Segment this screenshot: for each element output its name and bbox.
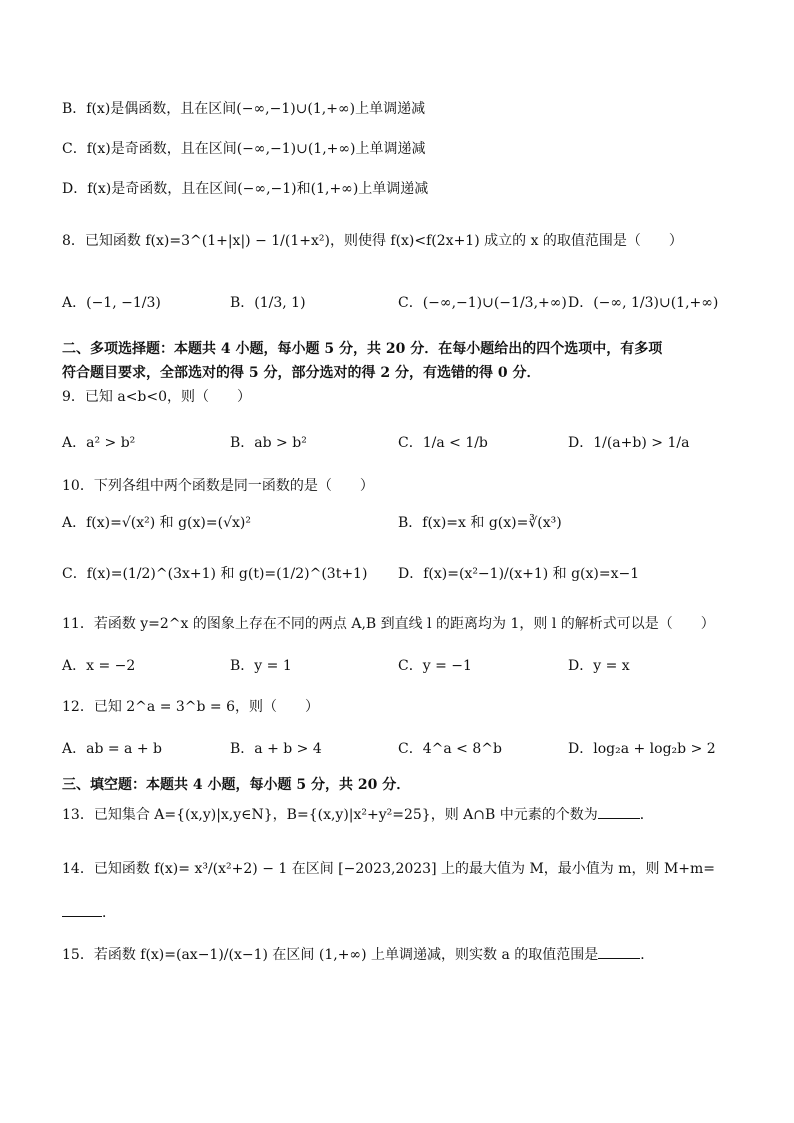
q12-option-d[interactable]: D．log₂a + log₂b > 2	[568, 741, 716, 757]
q13-stem: 13．已知集合 A={(x,y)|x,y∈N}，B={(x,y)|x²+y²=25}，则 A∩B 中元素的个数为	[62, 807, 598, 823]
q8-option-d[interactable]: D．(−∞, 1/3)∪(1,+∞)	[568, 295, 719, 311]
q12-option-b[interactable]: B．a + b > 4	[230, 741, 322, 757]
q8-option-b[interactable]: B．(1/3, 1)	[230, 295, 306, 311]
q10-option-c[interactable]: C．f(x)=(1/2)^(3x+1) 和 g(t)=(1/2)^(3t+1)	[62, 566, 368, 582]
q7-option-b[interactable]: B．f(x)是偶函数，且在区间(−∞,−1)∪(1,+∞)上单调递减	[62, 101, 426, 117]
section2-title-line1: 二、多项选择题：本题共 4 小题，每小题 5 分，共 20 分．在每小题给出的四个选项中，有多项	[62, 341, 663, 357]
q11-stem: 11．若函数 y=2^x 的图象上存在不同的两点 A,B 到直线 l 的距离均为 1，则 l 的解析式可以是（ ）	[62, 616, 715, 632]
q15-line	[62, 944, 754, 966]
q12-option-c[interactable]: C．4^a < 8^b	[398, 741, 502, 757]
q11-option-d[interactable]: D．y = x	[568, 658, 630, 674]
q11-options	[62, 655, 754, 695]
q10-option-d[interactable]: D．f(x)=(x²−1)/(x+1) 和 g(x)=x−1	[398, 566, 640, 582]
q12-option-a[interactable]: A．ab = a + b	[62, 741, 162, 757]
q8-option-a[interactable]: A．(−1, −1/3)	[62, 295, 161, 311]
q9-option-b[interactable]: B．ab > b²	[230, 435, 307, 451]
q8-options	[62, 292, 754, 332]
q10-option-a[interactable]: A．f(x)=√(x²) 和 g(x)=(√x)²	[62, 515, 251, 531]
q14-stem: 14．已知函数 f(x)= x³/(x²+2) − 1 在区间 [−2023,2023] 上的最大值为 M，最小值为 m，则 M+m=	[62, 861, 716, 877]
q12-stem: 12．已知 2^a = 3^b = 6，则（ ）	[62, 699, 320, 715]
section2-title-line2: 符合题目要求，全部选对的得 5 分，部分选对的得 2 分，有选错的得 0 分．	[62, 365, 541, 381]
q12-options	[62, 738, 754, 778]
q10-options-row1	[62, 512, 754, 552]
q13-answer-blank[interactable]	[598, 804, 640, 819]
q15-period: ．	[640, 947, 655, 963]
q14-period: ．	[102, 905, 116, 921]
q7-option-c[interactable]: C．f(x)是奇函数，且在区间(−∞,−1)∪(1,+∞)上单调递减	[62, 141, 426, 157]
q9-option-a[interactable]: A．a² > b²	[62, 435, 136, 451]
q9-option-c[interactable]: C．1/a < 1/b	[398, 435, 488, 451]
q15-answer-blank[interactable]	[598, 944, 640, 959]
q13-period: ．	[639, 807, 654, 823]
q11-option-c[interactable]: C．y = −1	[398, 658, 472, 674]
q11-option-b[interactable]: B．y = 1	[230, 658, 292, 674]
q9-option-d[interactable]: D．1/(a+b) > 1/a	[568, 435, 690, 451]
q8-option-c[interactable]: C．(−∞,−1)∪(−1/3,+∞)	[398, 295, 567, 311]
q9-stem: 9．已知 a<b<0，则（ ）	[62, 389, 252, 405]
q9-options	[62, 432, 754, 472]
q10-stem: 10．下列各组中两个函数是同一函数的是（ ）	[62, 478, 374, 494]
q8-stem: 8．已知函数 f(x)=3^(1+|x|) − 1/(1+x²)，则使得 f(x)<f(2x+1) 成立的 x 的取值范围是（ ）	[62, 233, 683, 249]
q13-line	[62, 804, 754, 826]
q7-option-d[interactable]: D．f(x)是奇函数，且在区间(−∞,−1)和(1,+∞)上单调递减	[62, 181, 429, 197]
q14-blank-line	[62, 902, 754, 924]
q15-stem: 15．若函数 f(x)=(ax−1)/(x−1) 在区间 (1,+∞) 上单调递减，则实数 a 的取值范围是	[62, 947, 599, 963]
q10-options-row2	[62, 563, 754, 603]
section3-title: 三、填空题：本题共 4 小题，每小题 5 分，共 20 分．	[62, 777, 411, 793]
q11-option-a[interactable]: A．x = −2	[62, 658, 136, 674]
q14-answer-blank[interactable]	[62, 902, 102, 917]
q10-option-b[interactable]: B．f(x)=x 和 g(x)=∛(x³)	[398, 515, 562, 531]
